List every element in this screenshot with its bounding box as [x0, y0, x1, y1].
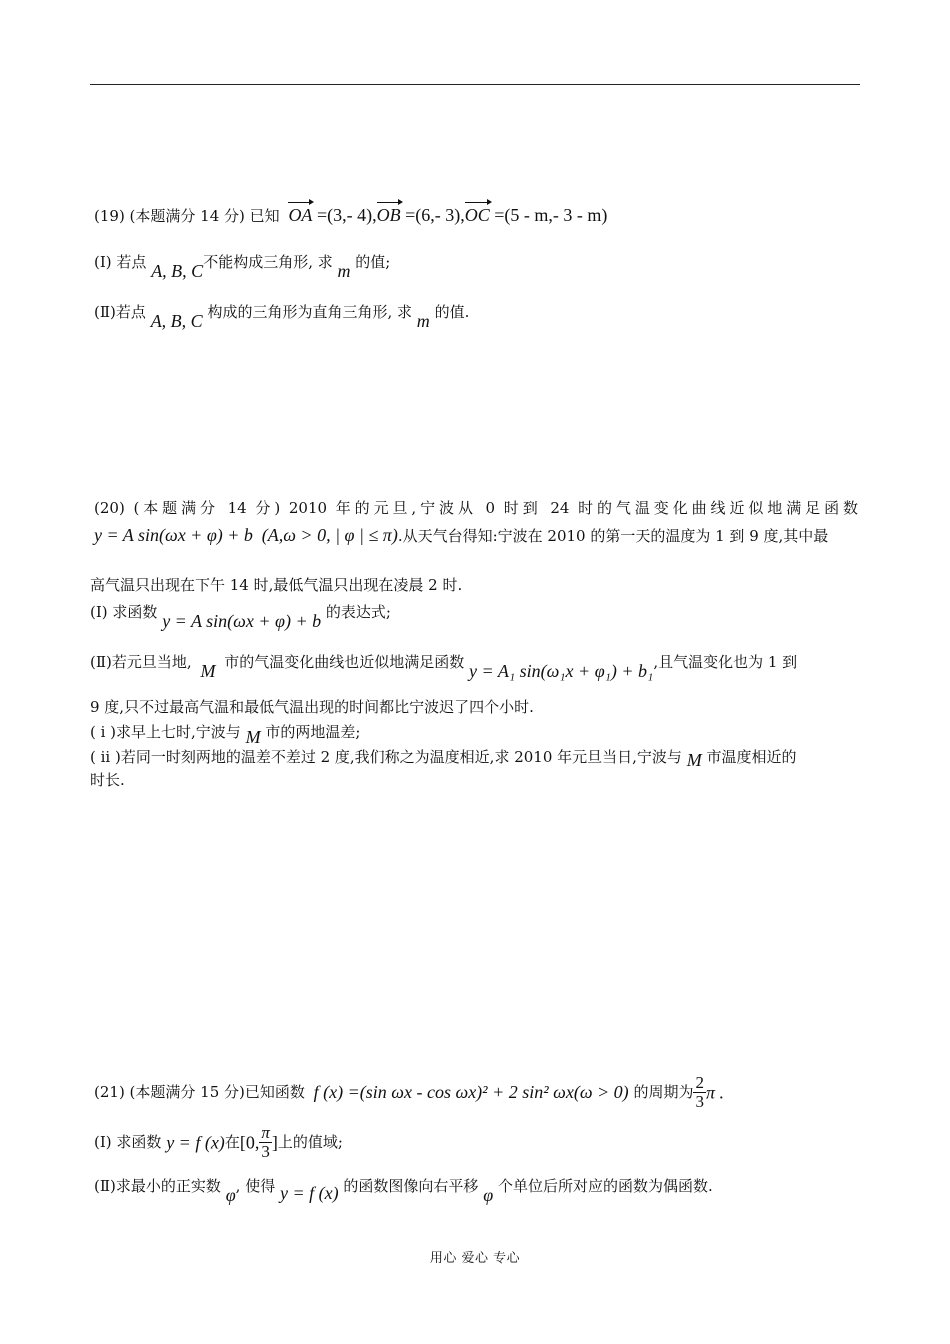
q21-p2-func: y = f (x) — [279, 1183, 339, 1203]
q20-ii-end: 市温度相近的 — [706, 748, 797, 766]
q21-p1-end: 上的值域; — [277, 1132, 343, 1151]
q19-points-2: A, B, C — [150, 311, 203, 331]
q21-int-num: π — [261, 1123, 270, 1142]
q19-eq1: =(3,- 4), — [312, 205, 377, 225]
q20-line2 — [94, 526, 828, 544]
q20-line1: (20) (本题满分 14 分) 2010 年的元旦,宁波从 0 时到 24 时的气温变化曲线近似地满足函数 — [94, 499, 858, 517]
q20-p2-end: ,且气温变化也为 1 到 — [653, 653, 798, 671]
q21-statement — [94, 1074, 724, 1111]
q21-interval-close: ] — [271, 1132, 278, 1153]
q21-interval-open: [0, — [239, 1132, 260, 1153]
q21-p2-mid: , 使得 — [235, 1177, 276, 1195]
q19-eq3: =(5 - m,- 3 - m) — [489, 205, 608, 225]
vector-oc: OC — [464, 205, 490, 225]
q20-part2 — [90, 652, 798, 681]
q21-p1-func: y = f (x) — [166, 1132, 225, 1153]
q19-part2 — [94, 302, 470, 331]
q19-p2-mid: 构成的三角形为直角三角形, 求 — [207, 303, 413, 321]
vector-ob: OB — [376, 205, 401, 225]
q20-ii-last: 时长. — [90, 771, 125, 789]
q21-head: (21) (本题满分 15 分)已知函数 — [94, 1082, 305, 1101]
vector-oa: OA — [288, 205, 313, 225]
q20-i-end: 市的两地温差; — [265, 723, 361, 741]
q21-p2-mid2: 的函数图像向右平移 — [343, 1177, 479, 1195]
q19-p2-lead: (Ⅱ)若点 — [94, 303, 146, 321]
q20-p2-lead: (Ⅱ)若元旦当地, — [90, 653, 192, 671]
q19-p1-end: 的值; — [355, 253, 391, 271]
q20-sub-ii — [90, 747, 797, 770]
q20-part1 — [90, 602, 391, 631]
q21-p2-end: 个单位后所对应的函数为偶函数. — [497, 1177, 713, 1195]
q21-func: f (x) =(sin ωx - cos ωx)² + 2 sin² ωx(ω > 0) — [313, 1082, 629, 1103]
q20-p2-mid: 市的气温变化曲线也近似地满足函数 — [224, 653, 465, 671]
q21-period-text: 的周期为 — [633, 1082, 694, 1101]
q20-line2-tail: .从天气台得知:宁波在 2010 的第一天的温度为 1 到 9 度,其中最 — [397, 527, 829, 545]
q19-var-m-2: m — [416, 311, 430, 331]
q21-p1-in: 在 — [224, 1132, 240, 1151]
q21-p1-lead: (Ⅰ) 求函数 — [94, 1132, 162, 1151]
q20-var-M-3: M — [686, 750, 702, 770]
q19-points: A, B, C — [151, 261, 204, 281]
q20-condition: (A,ω > 0, | φ | ≤ π) — [261, 525, 398, 545]
q19-p2-end: 的值. — [434, 303, 470, 321]
q21-p2-lead: (Ⅱ)求最小的正实数 — [94, 1177, 221, 1195]
q21-part2 — [94, 1176, 713, 1205]
q19-var-m: m — [337, 261, 351, 281]
q20-p1-end: 的表达式; — [325, 603, 391, 621]
q20-ii-lead: ( ii )若同一时刻两地的温差不差过 2 度,我们称之为温度相近,求 2010 年元旦当日,宁波与 — [90, 748, 682, 766]
q21-int-den: 3 — [261, 1141, 270, 1161]
q19-p1-tail: 不能构成三角形, 求 — [203, 253, 333, 271]
q21-var-phi: φ — [225, 1185, 236, 1205]
q20-var-M-2: M — [245, 727, 261, 747]
q21-period-fraction — [693, 1074, 706, 1111]
header-rule — [90, 84, 860, 85]
q19-p1-lead: (Ⅰ) 若点 — [94, 253, 147, 271]
q19-part1 — [94, 252, 391, 281]
q20-i-lead: ( i )求早上七时,宁波与 — [90, 723, 241, 741]
q21-frac-den: 3 — [695, 1091, 704, 1111]
page-footer: 用心 爱心 专心 — [429, 1251, 521, 1266]
q19-head: (19) (本题满分 14 分) 已知 — [94, 207, 280, 225]
q21-var-phi-2: φ — [483, 1185, 494, 1205]
q20-p1-func: y = A sin(ωx + φ) + b — [162, 611, 322, 631]
q20-func: y = A sin(ωx + φ) + b — [94, 525, 253, 545]
q20-var-M: M — [200, 661, 216, 681]
q19-statement — [94, 206, 607, 224]
q20-p1-lead: (Ⅰ) 求函数 — [90, 603, 158, 621]
q20-line3: 高气温只出现在下午 14 时,最低气温只出现在凌晨 2 时. — [90, 576, 463, 594]
q20-func2: y = A₁ sin(ω₁x + φ₁) + b₁ — [469, 661, 654, 681]
q19-eq2: =(6,- 3), — [400, 205, 465, 225]
q21-frac-num: 2 — [695, 1073, 704, 1092]
q21-pi: π . — [705, 1082, 724, 1103]
q21-part1 — [94, 1124, 343, 1161]
q19-vectors — [288, 205, 607, 225]
q20-sub-i — [90, 722, 361, 747]
q20-line-9: 9 度,只不过最高气温和最低气温出现的时间都比宁波迟了四个小时. — [90, 698, 534, 716]
q21-interval-fraction — [259, 1124, 272, 1161]
